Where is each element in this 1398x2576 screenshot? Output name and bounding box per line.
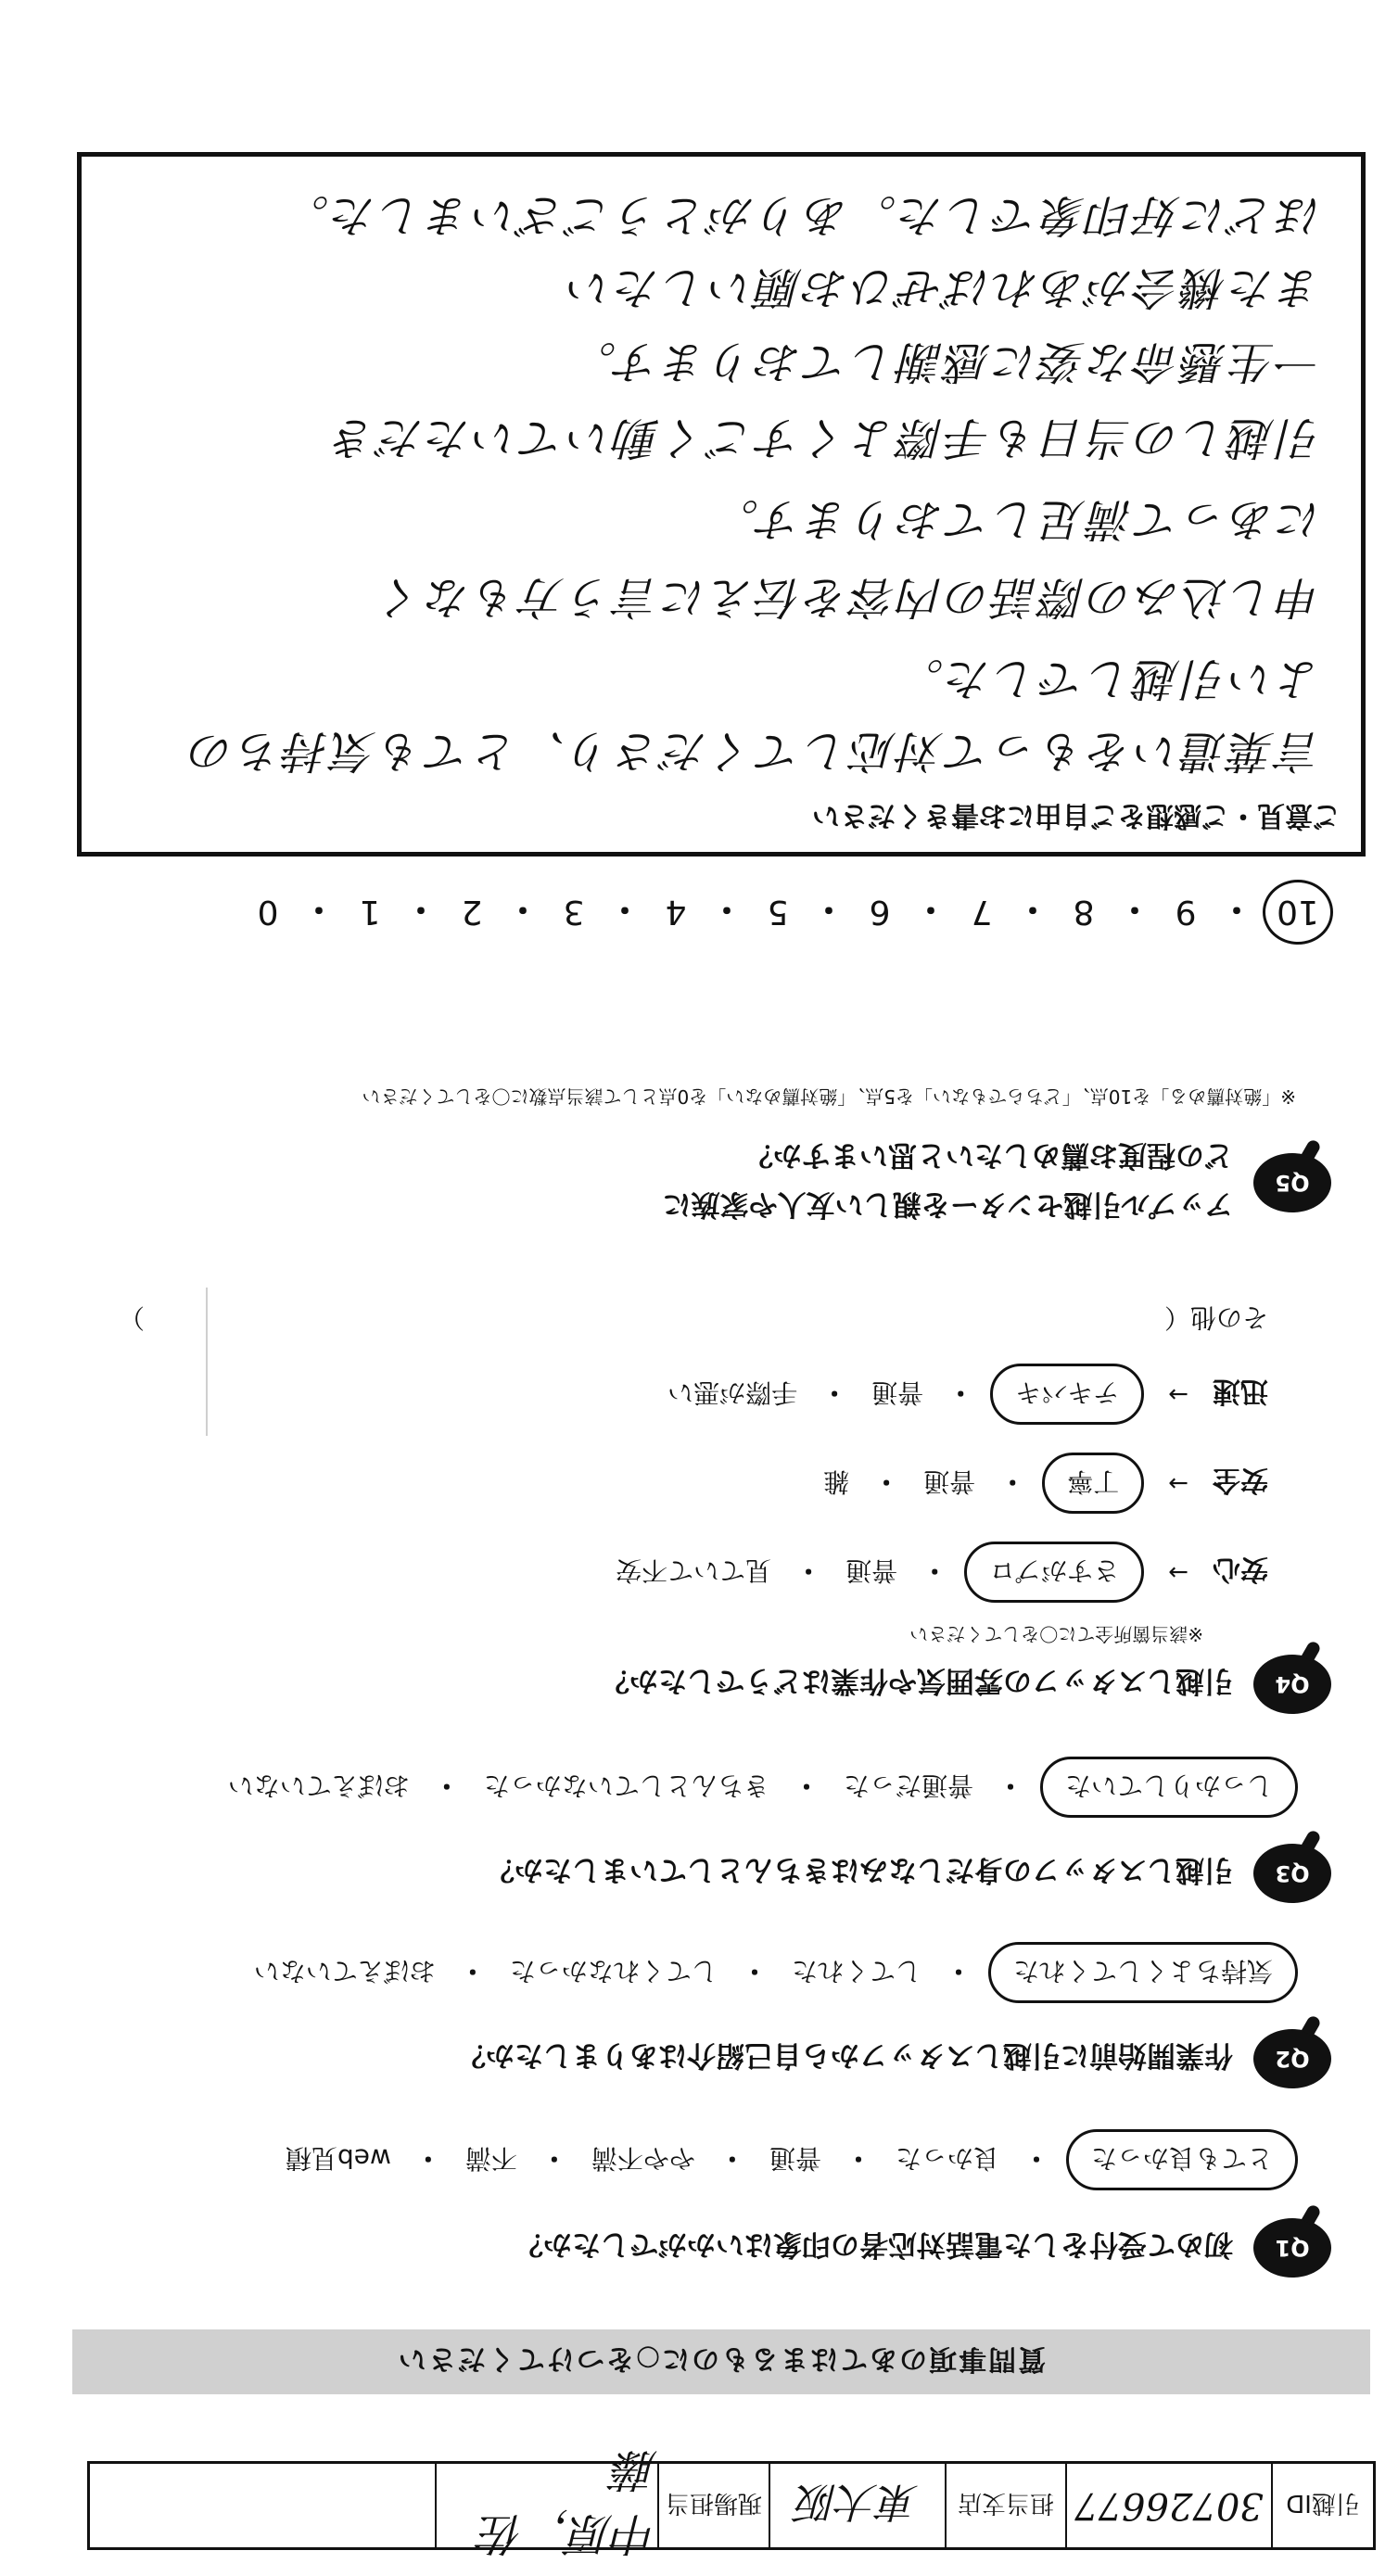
arrow-icon: →: [1168, 1380, 1188, 1408]
q5-row: [663, 1137, 1331, 1228]
q4-anzen-option-normal[interactable]: 普通: [923, 1466, 976, 1497]
q3-question: 引越しスタッフの身だしなみはきちんとしていましたか？: [486, 1853, 1233, 1887]
q3-option-not-neat[interactable]: きちんとしていなかった: [483, 1770, 769, 1801]
comment-line: 引越しの当日も手際よくすごく動いていただき: [328, 412, 1322, 463]
q3-option-dont-remember[interactable]: おぼえていない: [227, 1770, 410, 1801]
q1-options: とても良かった ・ 良かった ・ 普通 ・ やや不満 ・ 不満 ・ web見積: [278, 2129, 1298, 2190]
q5-score-10[interactable]: 10: [1263, 880, 1333, 945]
q2-option-did-not[interactable]: してくれなかった: [509, 1956, 718, 1986]
q5-question: [663, 1137, 1233, 1228]
q4-anshin-option-normal[interactable]: 普通: [845, 1555, 898, 1586]
q2-question: 作業開始前に引越しスタッフから自己紹介はありましたか？: [457, 2038, 1233, 2073]
header-box: [87, 2443, 1376, 2559]
q1-option-slightly-dissatisfied[interactable]: やや不満: [591, 2143, 695, 2174]
comment-line: ほどに好印象でした。ありがとうございました。: [281, 189, 1322, 241]
q3-row: [486, 1844, 1331, 1903]
q4-other-label: その他（: [1163, 1302, 1268, 1333]
q1-option-good[interactable]: 良かった: [895, 2143, 999, 2174]
q4-label-anshin: 安心: [1213, 1553, 1268, 1585]
comments-box[interactable]: [77, 152, 1366, 857]
comment-line: また機会があればぜひお願いしたい: [565, 261, 1322, 313]
q1-question: 初めて受付をした電話対応者の印象はいかがでしたか？: [515, 2227, 1233, 2262]
q5-score-3[interactable]: 3: [563, 893, 585, 932]
q4-row-anzen: 安全 → 丁寧 ・ 普通 ・ 雑: [816, 1453, 1268, 1514]
q5-score-6[interactable]: 6: [869, 893, 891, 932]
q4-other-close: ）: [119, 1302, 146, 1333]
comment-line: 申し込みの際話の内容を伝えに言う方もなく: [375, 571, 1322, 623]
q2-row: [457, 2029, 1331, 2088]
vertical-divider: [206, 1288, 208, 1436]
comment-line: 言葉遣いをもって対応してくださり、とても気持ちの: [186, 725, 1322, 777]
comment-line: にあって満足しております。: [711, 493, 1322, 545]
q1-option-dissatisfied[interactable]: 不満: [464, 2143, 517, 2174]
comments-title: ご意見・ご感想をご自由にお書きください: [812, 799, 1341, 831]
q5-score-9[interactable]: 9: [1175, 893, 1197, 932]
instructions-bar: 質問事項のあてはまるものに○をつけてください: [72, 2329, 1370, 2394]
q1-option-normal[interactable]: 普通: [769, 2143, 821, 2174]
q4-anshin-option-uneasy[interactable]: 見ていて不安: [616, 1555, 772, 1586]
q5-score-2[interactable]: 2: [461, 893, 483, 932]
q4-note: ※該当箇所全てに〇をしてください: [909, 1623, 1203, 1645]
q1-row: [515, 2218, 1331, 2278]
comment-line: 一生懸命な姿に感謝しております。: [568, 336, 1322, 387]
q5-badge: Q5: [1253, 1153, 1331, 1212]
branch-label: 担当支店: [945, 2464, 1065, 2547]
q3-option-neat[interactable]: しっかりしていた: [1040, 1757, 1298, 1818]
q2-option-dont-remember[interactable]: おぼえていない: [253, 1956, 436, 1986]
q5-score-0[interactable]: 0: [257, 893, 279, 932]
move-id-value: 30726677: [1065, 2464, 1271, 2547]
q5-score-4[interactable]: 4: [665, 893, 687, 932]
q4-anzen-option-rough[interactable]: 雑: [823, 1466, 850, 1497]
q4-row-anshin: 安心 → さすがプロ ・ 普通 ・ 見ていて不安: [608, 1542, 1268, 1603]
arrow-icon: →: [1168, 1558, 1188, 1586]
q1-badge: Q1: [1253, 2218, 1331, 2278]
q5-score-1[interactable]: 1: [359, 893, 381, 932]
q4-row: [601, 1655, 1331, 1714]
q2-option-pleasant[interactable]: 気持ちよくしてくれた: [988, 1942, 1298, 2003]
q5-question-line1: アップル引越センターを親しい友人や家族に: [662, 1187, 1233, 1221]
q3-option-normal[interactable]: 普通だった: [843, 1770, 973, 1801]
q5-question-line2: どの程度お薦めしたいと思いますか？: [744, 1138, 1233, 1172]
comment-line: よい引越しでした。: [896, 653, 1322, 704]
q4-label-anzen: 安全: [1213, 1464, 1268, 1496]
q1-option-web[interactable]: web見積: [285, 2143, 391, 2174]
arrow-icon: →: [1168, 1469, 1188, 1497]
q5-scale: 10 ・ 9 ・ 8 ・ 7 ・ 6 ・ 5 ・ 4 ・ 3 ・ 2 ・ 1 ・ 0: [243, 880, 1333, 945]
q1-option-very-good[interactable]: とても良かった: [1066, 2129, 1298, 2190]
q4-badge: Q4: [1253, 1655, 1331, 1714]
q4-label-jinsoku: 迅速: [1213, 1375, 1268, 1407]
q5-score-5[interactable]: 5: [767, 893, 789, 932]
q4-jinsoku-option-normal[interactable]: 普通: [871, 1377, 924, 1408]
q5-note: ※「絶対薦める」を10点、「どちらでもない」を5点、「絶対薦めない」を0点として該当点数に〇をしてください: [362, 1085, 1296, 1108]
q4-question: 引越しスタッフの雰囲気や作業はどうでしたか？: [601, 1664, 1233, 1698]
q2-badge: Q2: [1253, 2029, 1331, 2088]
q4-jinsoku-option-clumsy[interactable]: 手際が悪い: [667, 1377, 798, 1408]
q2-options: 気持ちよくしてくれた ・ してくれた ・ してくれなかった ・ おぼえていない: [247, 1942, 1298, 2003]
branch-value: 東大阪: [769, 2464, 945, 2547]
q5-score-7[interactable]: 7: [971, 893, 993, 932]
q4-anzen-option-careful[interactable]: 丁寧: [1042, 1453, 1144, 1514]
q3-options: しっかりしていた ・ 普通だった ・ きちんとしていなかった ・ おぼえていない: [221, 1757, 1298, 1818]
q4-jinsoku-option-quick[interactable]: テキパキ: [990, 1364, 1144, 1425]
header-blank-cell: [90, 2464, 435, 2547]
q4-anshin-option-pro[interactable]: さすがプロ: [964, 1542, 1144, 1603]
q3-badge: Q3: [1253, 1844, 1331, 1903]
staff-label: 現場担当: [657, 2464, 769, 2547]
staff-value: 中原，佐藤: [435, 2464, 657, 2547]
q4-other-row: [119, 1301, 1268, 1338]
q5-score-8[interactable]: 8: [1073, 893, 1095, 932]
q2-option-did[interactable]: してくれた: [791, 1956, 921, 1986]
q4-row-jinsoku: 迅速 → テキパキ ・ 普通 ・ 手際が悪い: [660, 1364, 1268, 1425]
move-id-label: 引越ID: [1271, 2464, 1373, 2547]
